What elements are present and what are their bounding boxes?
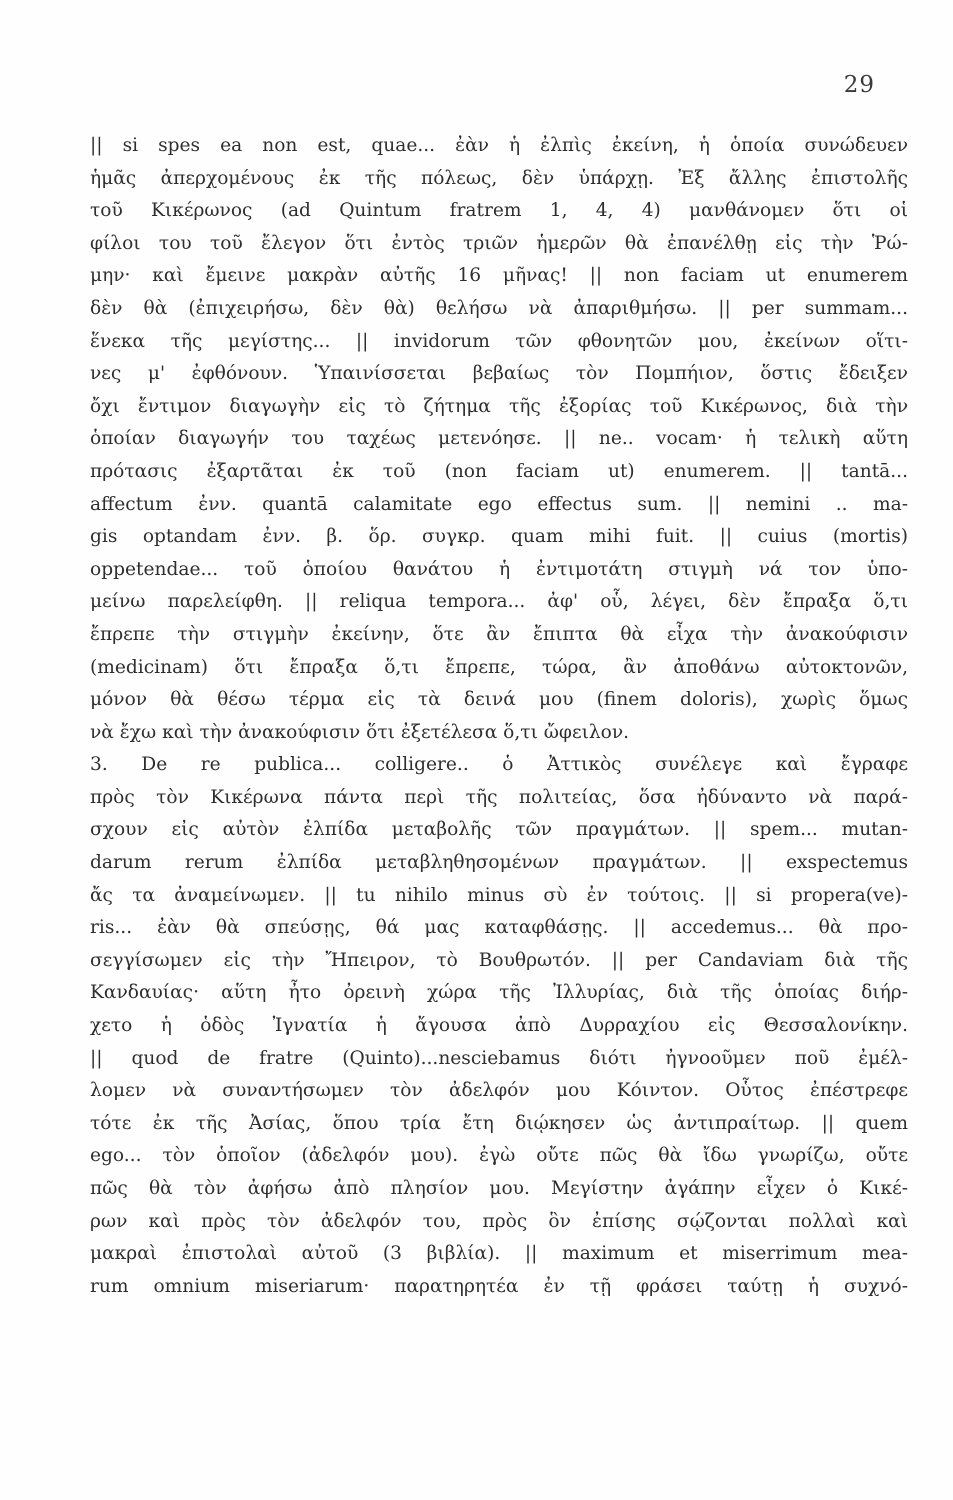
text-line: darum rerum ἐλπίδα μεταβληθησομένων πραγμάτων. || exspectemus xyxy=(90,852,908,874)
text-line: χετο ἡ ὁδὸς Ἰγνατία ἡ ἄγουσα ἀπὸ Δυρραχίου εἰς Θεσσαλονίκην. xyxy=(90,1015,908,1037)
text-line: τοῦ Κικέρωνος (ad Quintum fratrem 1, 4, 4) μανθάνομεν ὅτι οἱ xyxy=(90,200,908,222)
text-line: ρων καὶ πρὸς τὸν ἀδελφόν του, πρὸς ὃν ἐπίσης σῴζονται πολλαὶ καὶ xyxy=(90,1210,908,1232)
text-line: πρὸς τὸν Κικέρωνα πάντα περὶ τῆς πολιτείας, ὅσα ἠδύναντο νὰ παρά- xyxy=(90,786,908,808)
text-line: ris... ἐὰν θὰ σπεύσῃς, θά μας καταφθάσῃς. || accedemus... θὰ προ- xyxy=(90,917,908,939)
text-line: ἔπρεπε τὴν στιγμὴν ἐκείνην, ὅτε ἂν ἔπιπτα θὰ εἶχα τὴν ἀνακούφισιν xyxy=(90,623,908,645)
text-line: φίλοι του τοῦ ἔλεγον ὅτι ἐντὸς τριῶν ἡμερῶν θὰ ἐπανέλθῃ εἰς τὴν Ῥώ- xyxy=(90,232,908,254)
text-line: rum omnium miseriarum· παρατηρητέα ἐν τῇ φράσει ταύτῃ ἡ συχνό- xyxy=(90,1275,908,1297)
text-line: νες μ' ἐφθόνουν. Ὑπαινίσσεται βεβαίως τὸν Πομπήιον, ὅστις ἔδειξεν xyxy=(90,363,908,385)
text-line: τότε ἐκ τῆς Ἀσίας, ὅπου τρία ἔτη διῴκησεν ὡς ἀντιπραίτωρ. || quem xyxy=(90,1112,908,1134)
text-line: πῶς θὰ τὸν ἀφήσω ἀπὸ πλησίον μου. Μεγίστην ἀγάπην εἶχεν ὁ Κικέ- xyxy=(90,1178,908,1199)
text-line: ἡμᾶς ἀπερχομένους ἐκ τῆς πόλεως, δὲν ὑπάρχῃ. Ἐξ ἄλλης ἐπιστολῆς xyxy=(90,167,908,189)
text-line: νὰ ἔχω καὶ τὴν ἀνακούφισιν ὅτι ἐξετέλεσα ὅ,τι ὤφειλον. xyxy=(90,721,630,743)
text-line: || si spes ea non est, quae... ἐὰν ἡ ἐλπὶς ἐκείνη, ἡ ὁποία συνώδευεν xyxy=(90,135,908,156)
commentary-text xyxy=(90,130,908,1303)
text-line: ὁποίαν διαγωγήν του ταχέως μετενόησε. || ne.. vocam· ἡ τελικὴ αὕτη xyxy=(90,428,908,450)
text-line: δὲν θὰ (ἐπιχειρήσω, δὲν θὰ) θελήσω νὰ ἀπαριθμήσω. || per summam... xyxy=(90,297,908,319)
page-number: 29 xyxy=(843,72,875,98)
text-line: μόνον θὰ θέσω τέρμα εἰς τὰ δεινά μου (finem doloris), χωρὶς ὅμως xyxy=(90,689,908,711)
text-line: ego... τὸν ὁποῖον (ἀδελφόν μου). ἐγὼ οὔτε πῶς θὰ ἴδω γνωρίζω, οὔτε xyxy=(90,1145,908,1167)
text-line: μακραὶ ἐπιστολαὶ αὐτοῦ (3 βιβλία). || maximum et miserrimum mea- xyxy=(90,1243,908,1265)
text-line: affectum ἐνν. quantā calamitate ego effectus sum. || nemini .. ma- xyxy=(90,493,908,515)
text-line: ἕνεκα τῆς μεγίστης... || invidorum τῶν φθονητῶν μου, ἐκείνων οἵτι- xyxy=(90,330,908,352)
text-line: || quod de fratre (Quinto)...nesciebamus διότι ἠγνοοῦμεν ποῦ ἐμέλ- xyxy=(90,1047,908,1069)
text-line: ἄς τα ἀναμείνωμεν. || tu nihilo minus σὺ ἐν τούτοις. || si propera(ve)- xyxy=(90,884,908,906)
text-line: ὄχι ἔντιμον διαγωγὴν εἰς τὸ ζήτημα τῆς ἐξορίας τοῦ Κικέρωνος, διὰ τὴν xyxy=(90,395,908,417)
text-line: 3. De re publica... colligere.. ὁ Ἀττικὸς συνέλεγε καὶ ἔγραφε xyxy=(90,754,908,776)
text-line: πρότασις ἐξαρτᾶται ἐκ τοῦ (non faciam ut) enumerem. || tantā... xyxy=(90,460,908,482)
text-line: oppetendae... τοῦ ὁποίου θανάτου ἡ ἐντιμοτάτη στιγμὴ νά τον ὑπο- xyxy=(90,558,908,580)
text-line: gis optandam ἐνν. β. ὅρ. συγκρ. quam mihi fuit. || cuius (mortis) xyxy=(90,526,908,548)
text-line: σχουν εἰς αὐτὸν ἐλπίδα μεταβολῆς τῶν πραγμάτων. || spem... mutan- xyxy=(90,819,908,841)
text-line: Κανδαυίας· αὕτη ἦτο ὀρεινὴ χώρα τῆς Ἰλλυρίας, διὰ τῆς ὁποίας διήρ- xyxy=(90,982,908,1004)
text-line: μην· καὶ ἔμεινε μακρὰν αὐτῆς 16 μῆνας! || non faciam ut enumerem xyxy=(90,265,908,287)
text-line: σεγγίσωμεν εἰς τὴν Ἤπειρον, τὸ Βουθρωτόν. || per Candaviam διὰ τῆς xyxy=(90,949,908,971)
text-line: λομεν νὰ συναντήσωμεν τὸν ἀδελφόν μου Κόιντον. Οὗτος ἐπέστρεφε xyxy=(90,1080,908,1102)
text-line: (medicinam) ὅτι ἔπραξα ὅ,τι ἔπρεπε, τώρα, ἂν ἀποθάνω αὐτοκτονῶν, xyxy=(90,656,908,678)
text-line: μείνω παρελείφθη. || reliqua tempora... ἀφ' οὗ, λέγει, δὲν ἔπραξα ὅ,τι xyxy=(90,591,908,613)
